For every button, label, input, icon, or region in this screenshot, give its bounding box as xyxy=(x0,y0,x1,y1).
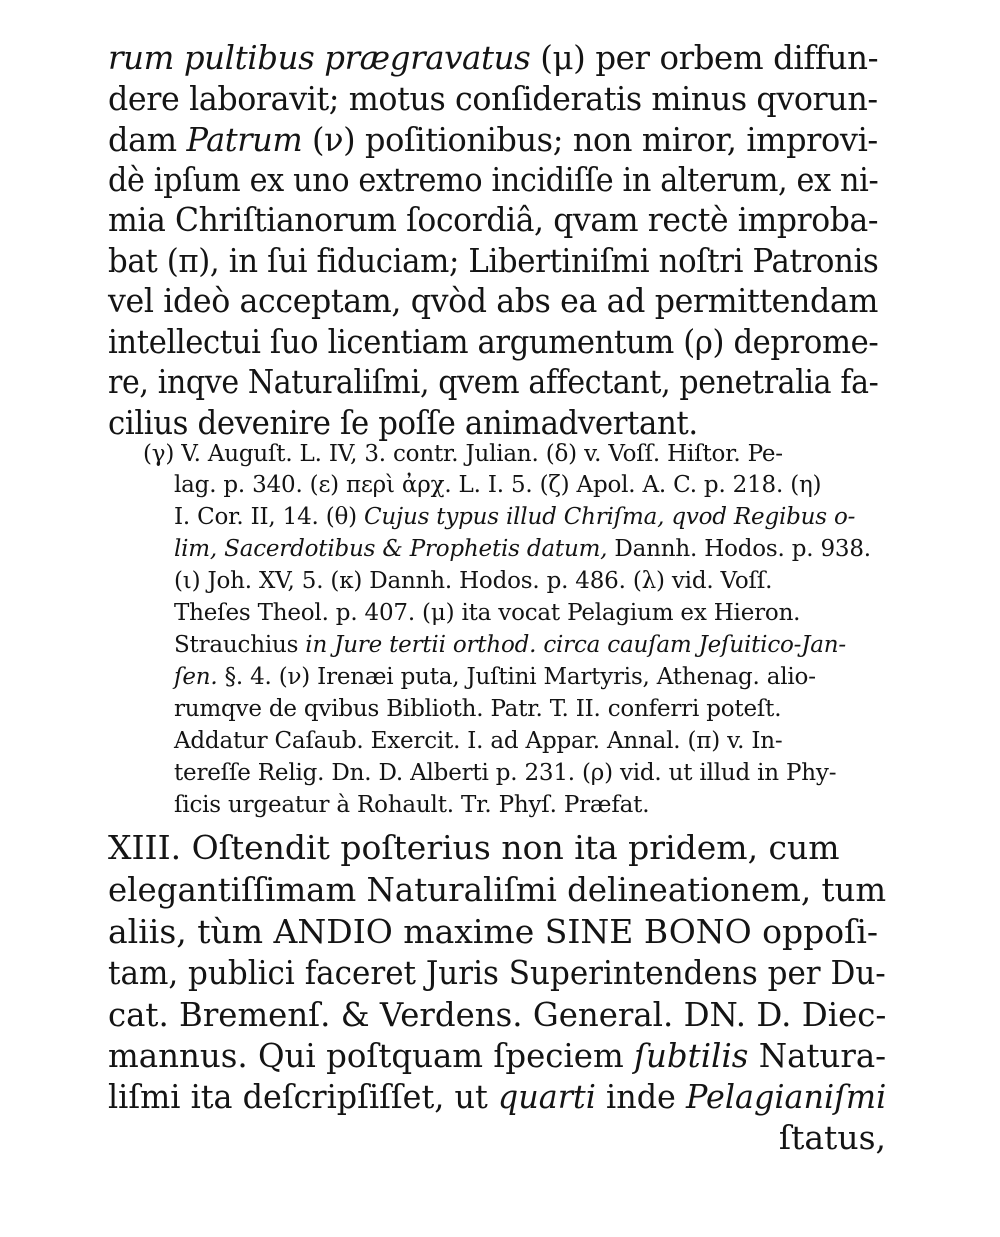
text-segment: dam xyxy=(108,120,187,159)
footnote-line xyxy=(174,632,876,658)
footnote-line xyxy=(143,441,876,467)
main-line xyxy=(108,241,879,280)
catchword: ſtatus, xyxy=(778,1118,886,1157)
footnote-line xyxy=(174,760,876,786)
italic-segment: Cujus typus illud Chriſma, qvod Regibus o- xyxy=(364,504,856,530)
footnote-line xyxy=(174,600,876,626)
footnote-line-last xyxy=(174,792,684,818)
text-segment: cilius devenire ſe poſſe animadvertant. xyxy=(108,403,698,442)
text-segment: Theſes Theol. p. 407. (μ) ita vocat Pelagium ex Hieron. xyxy=(174,600,801,626)
main-line-last xyxy=(108,403,698,442)
text-segment: re, inqve Naturaliſmi, qvem affectant, penetralia fa- xyxy=(108,362,879,401)
main-line xyxy=(108,79,878,118)
main-line xyxy=(108,160,879,199)
text-segment: intellectui ſuo licentiam argumentum (ρ) deprome- xyxy=(108,322,879,361)
italic-segment: ſen. xyxy=(174,664,218,690)
section-line xyxy=(108,1077,887,1116)
text-segment: (μ) per orbem diffun- xyxy=(530,38,879,77)
text-segment: Strauchius xyxy=(174,632,306,658)
text-segment: aliis, tùm ANDIO maxime SINE BONO oppoſi- xyxy=(108,912,879,951)
italic-segment: in Jure tertii orthod. circa cauſam Jeſuitico-Jan- xyxy=(305,632,846,658)
section-line xyxy=(108,870,887,909)
text-segment: lag. p. 340. (ε) περὶ ἀρχ. L. I. 5. (ζ) Apol. A. C. p. 218. (η) xyxy=(174,472,822,498)
main-line xyxy=(108,200,879,239)
footnote-line xyxy=(174,664,876,690)
section-line xyxy=(108,828,886,867)
text-segment: tam, publici faceret Juris Superintendens per Du- xyxy=(108,953,886,992)
text-segment: XIII. Oſtendit poſterius non ita pridem, cum xyxy=(108,828,840,867)
italic-segment: lim, Sacerdotibus & Prophetis datum, xyxy=(174,536,608,562)
text-segment: elegantiſſimam Naturaliſmi delineationem, tum xyxy=(108,870,887,909)
footnote-line xyxy=(174,504,876,530)
section-line xyxy=(108,995,887,1034)
footnote-line xyxy=(174,728,876,754)
italic-segment: quarti xyxy=(497,1077,596,1116)
text-segment: dere laboravit; motus conſideratis minus qvorun- xyxy=(108,79,878,118)
footnote-line xyxy=(174,472,876,498)
footnote-line xyxy=(174,568,876,594)
text-segment: Natura- xyxy=(748,1036,887,1075)
italic-segment: ſubtilis xyxy=(634,1036,749,1075)
text-segment: liſmi ita deſcripſiſſet, ut xyxy=(108,1077,498,1116)
footnote-line xyxy=(174,696,876,722)
text-segment: ſicis urgeatur à Rohault. Tr. Phyſ. Præfat. xyxy=(174,792,650,818)
text-segment: tereſſe Relig. Dn. D. Alberti p. 231. (ρ) vid. ut illud in Phy- xyxy=(174,760,837,786)
italic-segment: rum pultibus prægravatus xyxy=(108,38,531,77)
section-line xyxy=(108,1036,887,1075)
italic-segment: Pelagianiſmi xyxy=(686,1077,887,1116)
text-segment: (ι) Joh. XV, 5. (κ) Dannh. Hodos. p. 486. (λ) vid. Voſſ. xyxy=(174,568,773,594)
section-line xyxy=(108,953,886,992)
text-segment: rumqve de qvibus Biblioth. Patr. T. II. conferri poteſt. xyxy=(174,696,782,722)
main-line xyxy=(108,322,879,361)
section-line xyxy=(108,912,886,951)
text-segment: (ν) poſitionibus; non miror, improvi- xyxy=(302,120,878,159)
text-segment: mannus. Qui poſtquam ſpeciem xyxy=(108,1036,635,1075)
text-segment: bat (π), in ſui fiduciam; Libertiniſmi noſtri Patronis xyxy=(108,241,879,280)
main-line xyxy=(108,38,879,77)
text-segment: §. 4. (ν) Irenæi puta, Juſtini Martyris, Athenag. alio- xyxy=(217,664,816,690)
text-segment: I. Cor. II, 14. (θ) xyxy=(174,504,365,530)
text-segment: Dannh. Hodos. p. 938. xyxy=(607,536,871,562)
text-segment: Addatur Caſaub. Exercit. I. ad Appar. Annal. (π) v. In- xyxy=(174,728,783,754)
text-segment: inde xyxy=(595,1077,687,1116)
text-segment: cat. Bremenſ. & Verdens. General. DN. D. Diec- xyxy=(108,995,887,1034)
footnote-line xyxy=(174,536,876,562)
main-line xyxy=(108,120,878,159)
main-line xyxy=(108,281,879,320)
main-line xyxy=(108,362,879,401)
text-segment: vel ideò acceptam, qvòd abs ea ad permittendam xyxy=(108,281,879,320)
italic-segment: Patrum xyxy=(186,120,303,159)
text-segment: mia Chriſtianorum ſocordiâ, qvam rectè improba- xyxy=(108,200,879,239)
text-segment: dè ipſum ex uno extremo incidiſſe in alterum, ex ni- xyxy=(108,160,879,199)
text-segment: (γ) V. Auguſt. L. IV, 3. contr. Julian. (δ) v. Voſſ. Hiſtor. Pe- xyxy=(143,441,783,467)
